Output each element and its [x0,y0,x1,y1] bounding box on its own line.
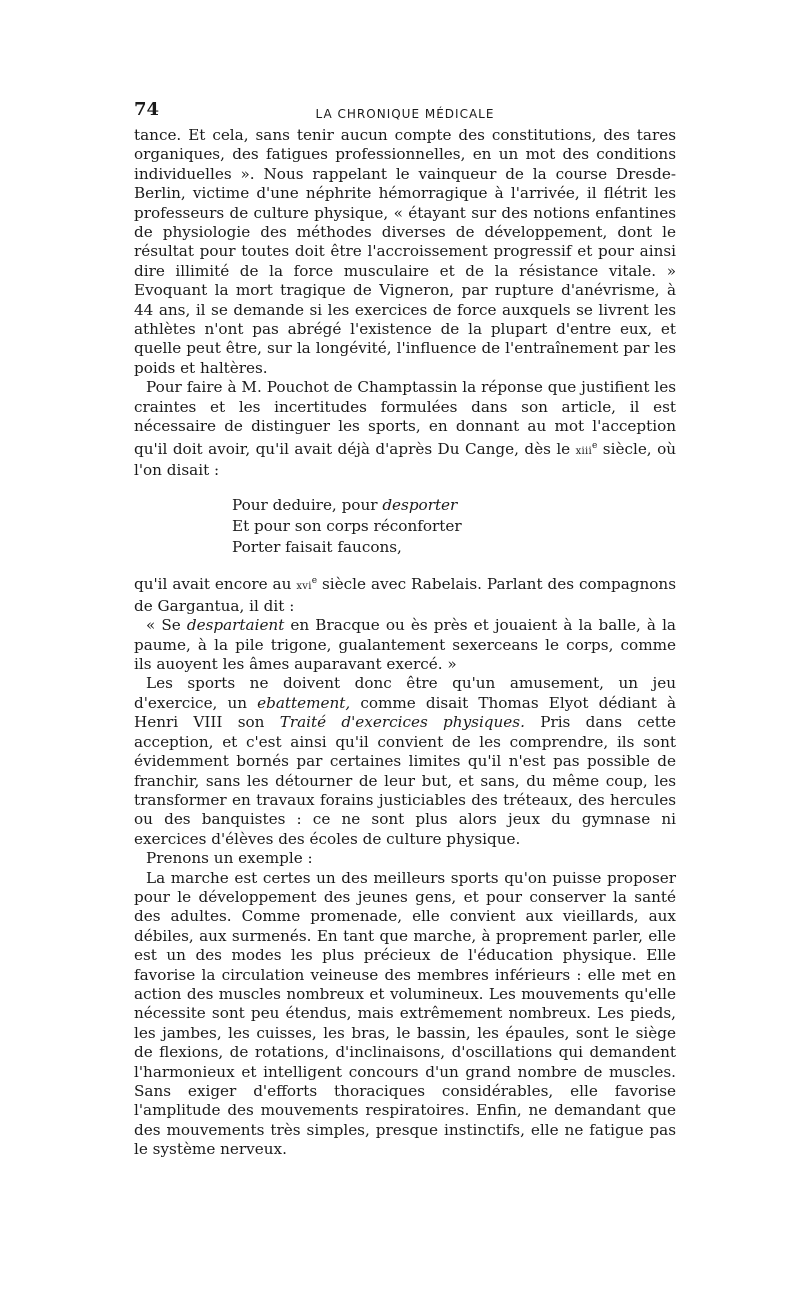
century-superscript: e [311,576,318,587]
paragraph-7: La marche est certes un des meilleurs sports qu'on puisse proposer pour le développement des jeunes gens, et pour conserver la santé des adultes. Comme promenade, elle convient aux vieillards, aux débiles, aux surmenés. En tant que marche, à proprement parler, elle est un des modes les plus précieux de l'éducation physique. Elle favorise la circulation veineuse des membres inférieurs : elle met en action des muscles nombreux et volumineux. Les mouvements qu'elle nécessite sont peu étendus, mais extrêmement nombreux. Les pieds, les jambes, les cuisses, les bras, le bassin, les épaules, sont le siège de flexions, de rotations, d'inclinaisons, d'oscillations qui demandent l'harmonieux et intelligent concours d'un grand nombre de muscles. Sans exiger d'efforts thoraciques considérables, elle favorise l'amplitude des mouvements respiratoires. Enfin, ne demandant que des mouvements très simples, presque instinctifs, elle ne fatigue pas le système nerveux. [134,868,676,1159]
verse-line-1: Pour deduire, pour desporter [232,496,458,515]
paragraph-4: « Se despartaient en Bracque ou ès près et jouaient à la balle, à la paume, à la pile trigone, gualantement sexerceans le corps, comme ils auoyent les âmes auparavant exercé. » [134,616,676,674]
paragraph-5: Les sports ne doivent donc être qu'un amusement, un jeu d'exercice, un ebattement, comme disait Thomas Elyot dédiant à Henri VIII son Traité d'exercices physiques. Pris dans cette acception, et c'est ainsi qu'il convient de les comprendre, ils sont évidemment bornés par certaines limites qu'il n'est pas possible de franchir, sans les détourner de leur but, et sans, du même coup, les transformer en travaux forains justiciables des tréteaux, des hercules ou des banquistes : ce ne sont plus alors jeux du gymnase ni exercices d'élèves des écoles de culture physique. [134,674,677,848]
paragraph-3: qu'il avait encore au xvi$^e$ siècle avec Rabelais. Parlant des compagnons de Gargantua, il dit : [134,575,677,615]
paragraph-6: Prenons un exemple : [146,849,313,868]
verse-line-2: Et pour son corps réconforter [232,517,462,536]
running-title: LA CHRONIQUE MÉDICALE [315,107,495,121]
page-number: 74 [134,99,160,120]
paragraph-1: tance. Et cela, sans tenir aucun compte des constitutions, des tares organiques, des fatigues professionnelles, en un mot des conditions individuelles ». Nous rappelant le vainqueur de la course Dresde-Berlin, victime d'une néphrite hémorragique à l'arrivée, il flétrit les professeurs de culture physique, « étayant sur des notions enfantines de physiologie des méthodes diverses de développement, dont le résultat pour toutes doit être l'accroissement progressif et pour ainsi dire illimité de la force musculaire et de la résistance vitale. » Evoquant la mort tragique de Vigneron, par rupture d'anévrisme, à 44 ans, il se demande si les exercices de force auxquels se livrent les athlètes n'ont pas abrégé l'existence de la plupart d'entre eux, et quelle peut être, sur la longévité, l'influence de l'entraînement par les poids et haltères. [134,126,676,377]
verse-quotation [232,495,676,558]
century-numeral: xvi [296,581,312,593]
century-numeral: xiii [575,445,593,457]
verse-line-3: Porter faisait faucons, [232,538,402,557]
century-superscript: e [592,440,598,451]
page [134,100,676,1160]
page-header [134,100,676,126]
paragraph-2: Pour faire à M. Pouchot de Champtassin la réponse que justifient les craintes et les incertitudes formulées dans son article, il est nécessaire de distinguer les sports, en donnant au mot l'acception qu'il doit avoir, qu'il avait déjà d'après Du Cange, dès le xiii$^e$ siècle, où l'on disait : [134,378,676,479]
